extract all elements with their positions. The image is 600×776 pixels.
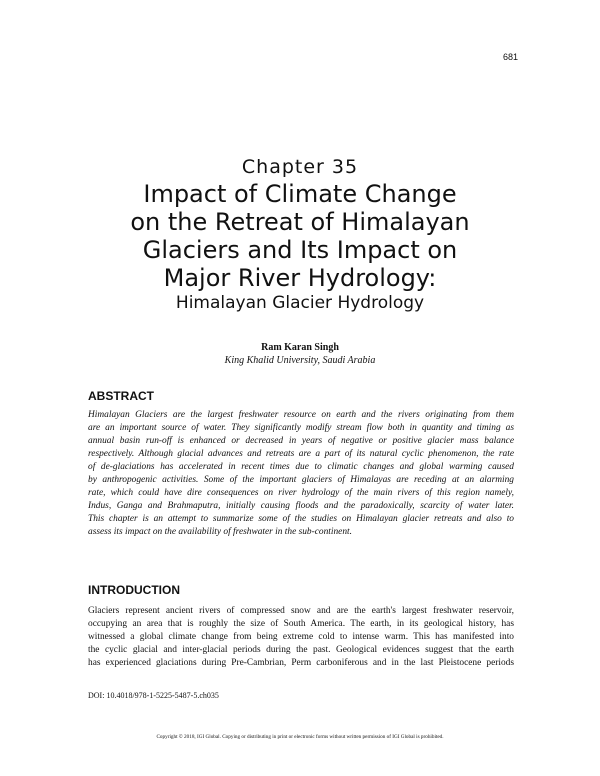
- chapter-label: Chapter 35: [241, 156, 359, 178]
- introduction-line: occupying an area that is roughly the size of South America. The earth, in its geological history, has: [88, 619, 514, 629]
- chapter-title-line: Glaciers and Its Impact on: [142, 236, 458, 264]
- introduction-line: witnessed a global climate change from being extreme cold to intense warm. This has manifested into: [88, 632, 514, 642]
- abstract-line: assess its impact on the availability of freshwater in the sub-continent.: [88, 527, 352, 537]
- abstract-line: annual basin run-off is enhanced or decreased in years of negative or positive glacier mass balance: [88, 436, 514, 446]
- abstract-line: respectively. Although glacial advances and retreats are a part of its natural cyclic phenomenon, the rate: [88, 449, 514, 459]
- chapter-title: [0, 180, 600, 292]
- abstract-line: of de-glaciations has accelerated in recent times due to climatic changes and global warming caused: [88, 462, 514, 472]
- introduction-line: the cyclic glacial and inter-glacial periods during the past. Geological evidences suggest that the earth: [88, 645, 514, 655]
- doi: DOI: 10.4018/978-1-5225-5487-5.ch035: [88, 691, 219, 700]
- chapter-subtitle: Himalayan Glacier Hydrology: [175, 293, 425, 313]
- introduction-line: Glaciers represent ancient rivers of compressed snow and are the earth's largest freshwater reservoir,: [88, 606, 514, 616]
- abstract-line: Himalayan Glaciers are the largest freshwater resource on earth and the rivers originating from them: [88, 410, 514, 420]
- author-name: Ram Karan Singh: [261, 342, 339, 353]
- chapter-title-line: Impact of Climate Change: [143, 180, 457, 208]
- page-number: 681: [502, 52, 518, 62]
- chapter-title-line: Major River Hydrology:: [163, 264, 437, 292]
- introduction-heading: INTRODUCTION: [88, 583, 180, 597]
- introduction-line: has experienced glaciations during Pre-Cambrian, Perm carboniferous and in the last Pleistocene periods: [88, 658, 514, 668]
- author-affiliation: King Khalid University, Saudi Arabia: [224, 355, 376, 366]
- abstract-line: Indus, Ganga and Brahmaputra, initially causing floods and the paradoxically, scarcity of water later.: [88, 501, 514, 511]
- abstract-heading: ABSTRACT: [88, 389, 154, 403]
- abstract-line: This chapter is an attempt to summarize some of the studies on Himalayan glacier retreats and also to: [88, 514, 514, 524]
- abstract-line: are an important source of water. They significantly modify stream flow both in quantity and timing as: [88, 423, 514, 433]
- abstract-line: rate, which could have dire consequences on river hydrology of the main rivers of this region namely,: [88, 488, 514, 498]
- copyright-notice: Copyright © 2018, IGI Global. Copying or distributing in print or electronic forms without written permission of IGI Global is prohibited.: [156, 734, 444, 740]
- abstract-line: by anthropogenic activities. Some of the important glaciers of Himalayas are receding at an alarming: [88, 475, 514, 485]
- chapter-title-line: on the Retreat of Himalayan: [130, 208, 470, 236]
